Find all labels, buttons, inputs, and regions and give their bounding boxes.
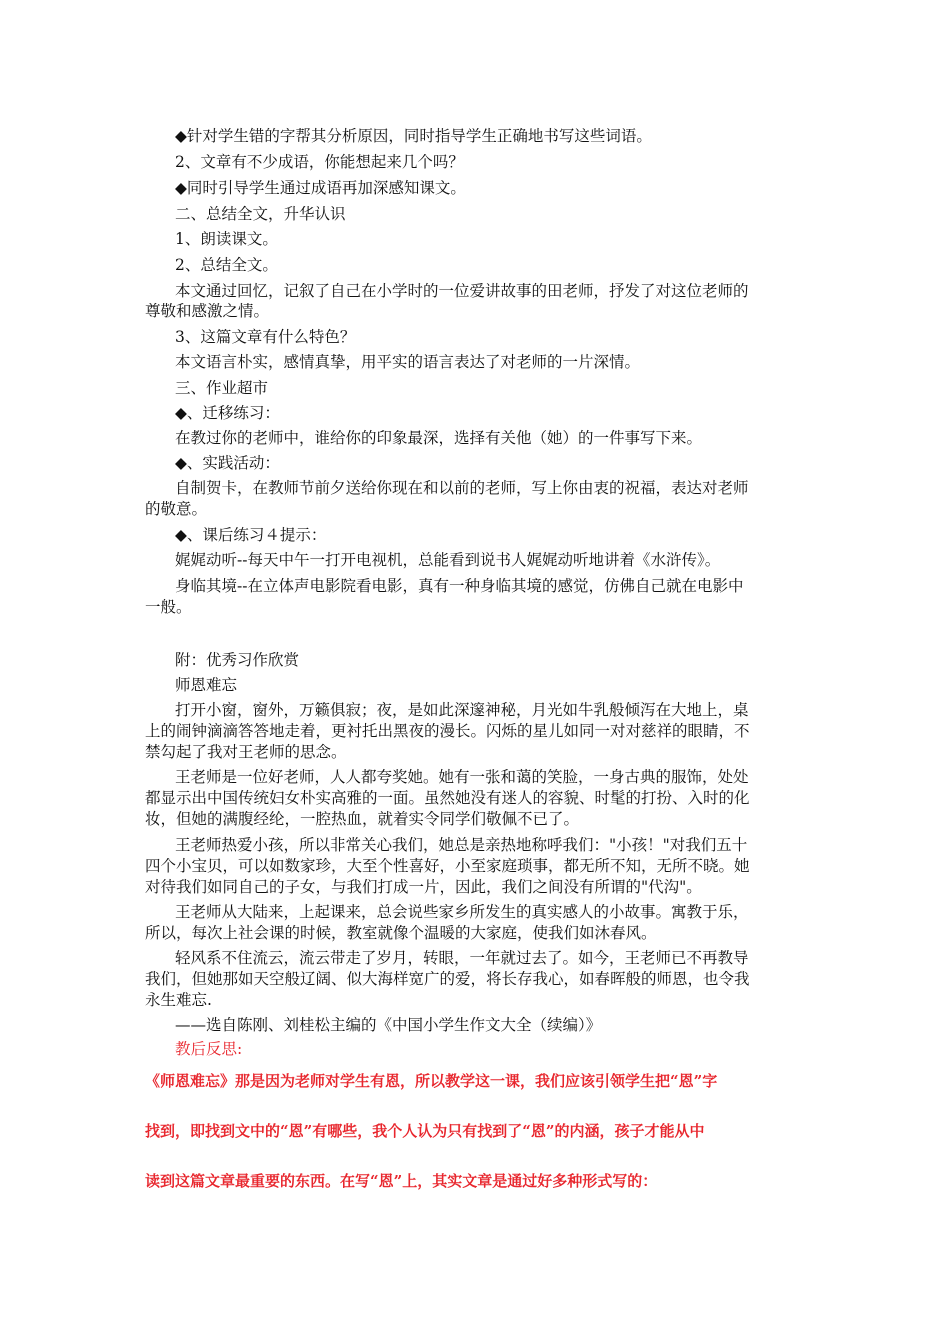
essay-line: 所以，每次上社会课的时候，教室就像个温暖的大家庭，使我们如沐春风。 [145,924,657,942]
reflection-line: 读到这篇文章最重要的东西。在写“恩”上，其实文章是通过好多种形式写的： [145,1172,658,1190]
text-line: 自制贺卡，在教师节前夕送给你现在和以前的老师，写上你由衷的祝福，表达对老师 [175,479,749,497]
text-line: 的敬意。 [145,500,208,518]
text-line: 2、总结全文。 [175,256,278,274]
essay-line: 我们，但她那如天空般辽阔、似大海样宽广的爱，将长存我心，如春晖般的师恩，也令我 [145,970,750,988]
heading-summary: 二、总结全文，升华认识 [175,205,346,223]
text-line: 身临其境--在立体声电影院看电影，真有一种身临其境的感觉，仿佛自己就在电影中 [175,577,744,595]
essay-line: 打开小窗，窗外，万籁俱寂；夜，是如此深邃神秘，月光如牛乳般倾泻在大地上，桌 [175,701,749,719]
text-line: 尊敬和感激之情。 [145,302,270,320]
text-line: 本文通过回忆，记叙了自己在小学时的一位爱讲故事的田老师，抒发了对这位老师的 [175,282,749,300]
appendix-title: 附：优秀习作欣赏 [175,651,300,669]
text-line: 2、文章有不少成语，你能想起来几个吗？ [175,153,464,171]
text-line: 娓娓动听--每天中午一打开电视机，总能看到说书人娓娓动听地讲着《水浒传》。 [175,551,721,569]
text-line: ◆、课后练习４提示： [175,526,327,544]
text-line: 1、朗读课文。 [175,230,278,248]
text-line: 在教过你的老师中，谁给你的印象最深，选择有关他（她）的一件事写下来。 [175,429,703,447]
essay-line: 上的闹钟滴滴答答地走着，更衬托出黑夜的漫长。闪烁的星儿如同一对对慈祥的眼睛，不 [145,722,750,740]
essay-line: 王老师热爱小孩，所以非常关心我们，她总是亲热地称呼我们："小孩！"对我们五十 [175,836,748,854]
essay-line: 王老师是一位好老师，人人都夸奖她。她有一张和蔼的笑脸，一身古典的服饰，处处 [175,768,749,786]
essay-source: ——选自陈刚、刘桂松主编的《中国小学生作文大全（续编）》 [175,1016,602,1034]
essay-line: 轻风系不住流云，流云带走了岁月，转眼，一年就过去了。如今，王老师已不再教导 [175,949,749,967]
essay-line: 永生难忘. [145,991,212,1009]
text-line: 一般。 [145,598,192,616]
essay-line: 都显示出中国传统妇女朴实高雅的一面。虽然她没有迷人的容貌、时髦的打扮、入时的化 [145,789,750,807]
essay-line: 妆，但她的满腹经纶，一腔热血，就着实令同学们敬佩不已了。 [145,810,580,828]
essay-line: 对待我们如同自己的子女，与我们打成一片，因此，我们之间没有所谓的"代沟"。 [145,878,702,896]
reflection-title: 教后反思: [175,1040,243,1058]
text-line: ◆同时引导学生通过成语再加深感知课文。 [175,179,466,197]
text-line: ◆针对学生错的字帮其分析原因，同时指导学生正确地书写这些词语。 [175,127,652,145]
essay-line: 四个小宝贝，可以如数家珍，大至个性喜好，小至家庭琐事，都无所不知，无所不晓。她 [145,857,750,875]
reflection-line: 《师恩难忘》那是因为老师对学生有恩，所以教学这一课，我们应该引领学生把“恩”字 [145,1072,718,1090]
essay-title: 师恩难忘 [175,676,238,694]
text-line: 本文语言朴实，感情真挚，用平实的语言表达了对老师的一片深情。 [175,353,641,371]
text-line: 3、这篇文章有什么特色？ [175,328,356,346]
text-line: ◆、实践活动： [175,454,280,472]
essay-line: 禁勾起了我对王老师的思念。 [145,743,347,761]
essay-line: 王老师从大陆来，上起课来，总会说些家乡所发生的真实感人的小故事。寓教于乐， [175,903,749,921]
reflection-line: 找到，即找到文中的“恩”有哪些，我个人认为只有找到了“恩”的内涵，孩子才能从中 [145,1122,705,1140]
text-line: ◆、迁移练习： [175,404,280,422]
heading-homework: 三、作业超市 [175,379,269,397]
